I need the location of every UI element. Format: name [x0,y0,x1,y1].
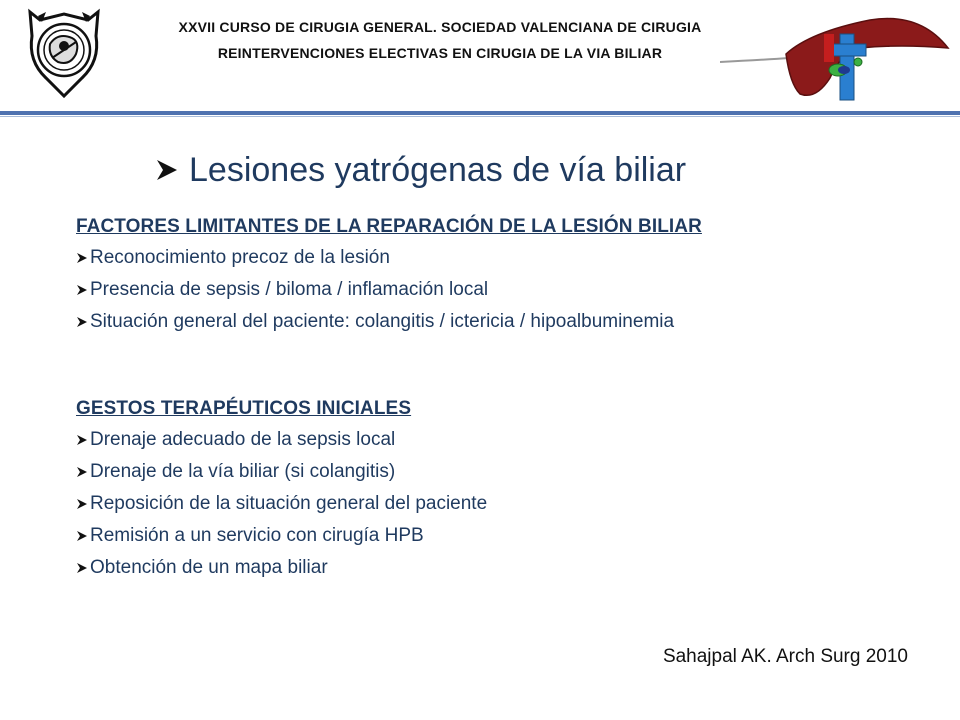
header-divider-thin [0,116,960,117]
slide-title-text: Lesiones yatrógenas de vía biliar [189,151,687,189]
header-text [110,14,770,66]
list-item: Drenaje adecuado de la sepsis local [76,424,487,456]
arrowhead-bullet-icon [76,252,88,264]
section-heading: FACTORES LIMITANTES DE LA REPARACIÓN DE LA LESIÓN BILIAR [76,216,702,237]
arrowhead-bullet-icon [76,284,88,296]
list-item: Situación general del paciente: colangitis / ictericia / hipoalbuminemia [76,306,702,338]
header-divider [0,111,960,115]
section-factores-limitantes [76,212,702,338]
list-item: Presencia de sepsis / biloma / inflamación local [76,274,702,306]
header-line-1: XXVII CURSO DE CIRUGIA GENERAL. SOCIEDAD VALENCIANA DE CIRUGIA [178,19,702,35]
section-gestos-terapeuticos [76,394,487,584]
arrowhead-bullet-icon [155,158,179,182]
arrowhead-bullet-icon [76,530,88,542]
section-heading: GESTOS TERAPÉUTICOS INICIALES [76,398,412,419]
list-item: Remisión a un servicio con cirugía HPB [76,520,487,552]
biliary-anatomy-illustration [720,14,952,104]
list-item: Drenaje de la vía biliar (si colangitis) [76,456,487,488]
header-line-2: REINTERVENCIONES ELECTIVAS EN CIRUGIA DE LA VIA BILIAR [217,45,663,61]
arrowhead-bullet-icon [76,498,88,510]
slide-header [0,0,960,112]
arrowhead-bullet-icon [76,562,88,574]
list-item: Reposición de la situación general del paciente [76,488,487,520]
citation: Sahajpal AK. Arch Surg 2010 [662,646,908,667]
list-item: Obtención de un mapa biliar [76,552,487,584]
arrowhead-bullet-icon [76,434,88,446]
society-logo [24,6,104,100]
list-item: Reconocimiento precoz de la lesión [76,242,702,274]
slide-title [155,146,686,194]
arrowhead-bullet-icon [76,466,88,478]
arrowhead-bullet-icon [76,316,88,328]
